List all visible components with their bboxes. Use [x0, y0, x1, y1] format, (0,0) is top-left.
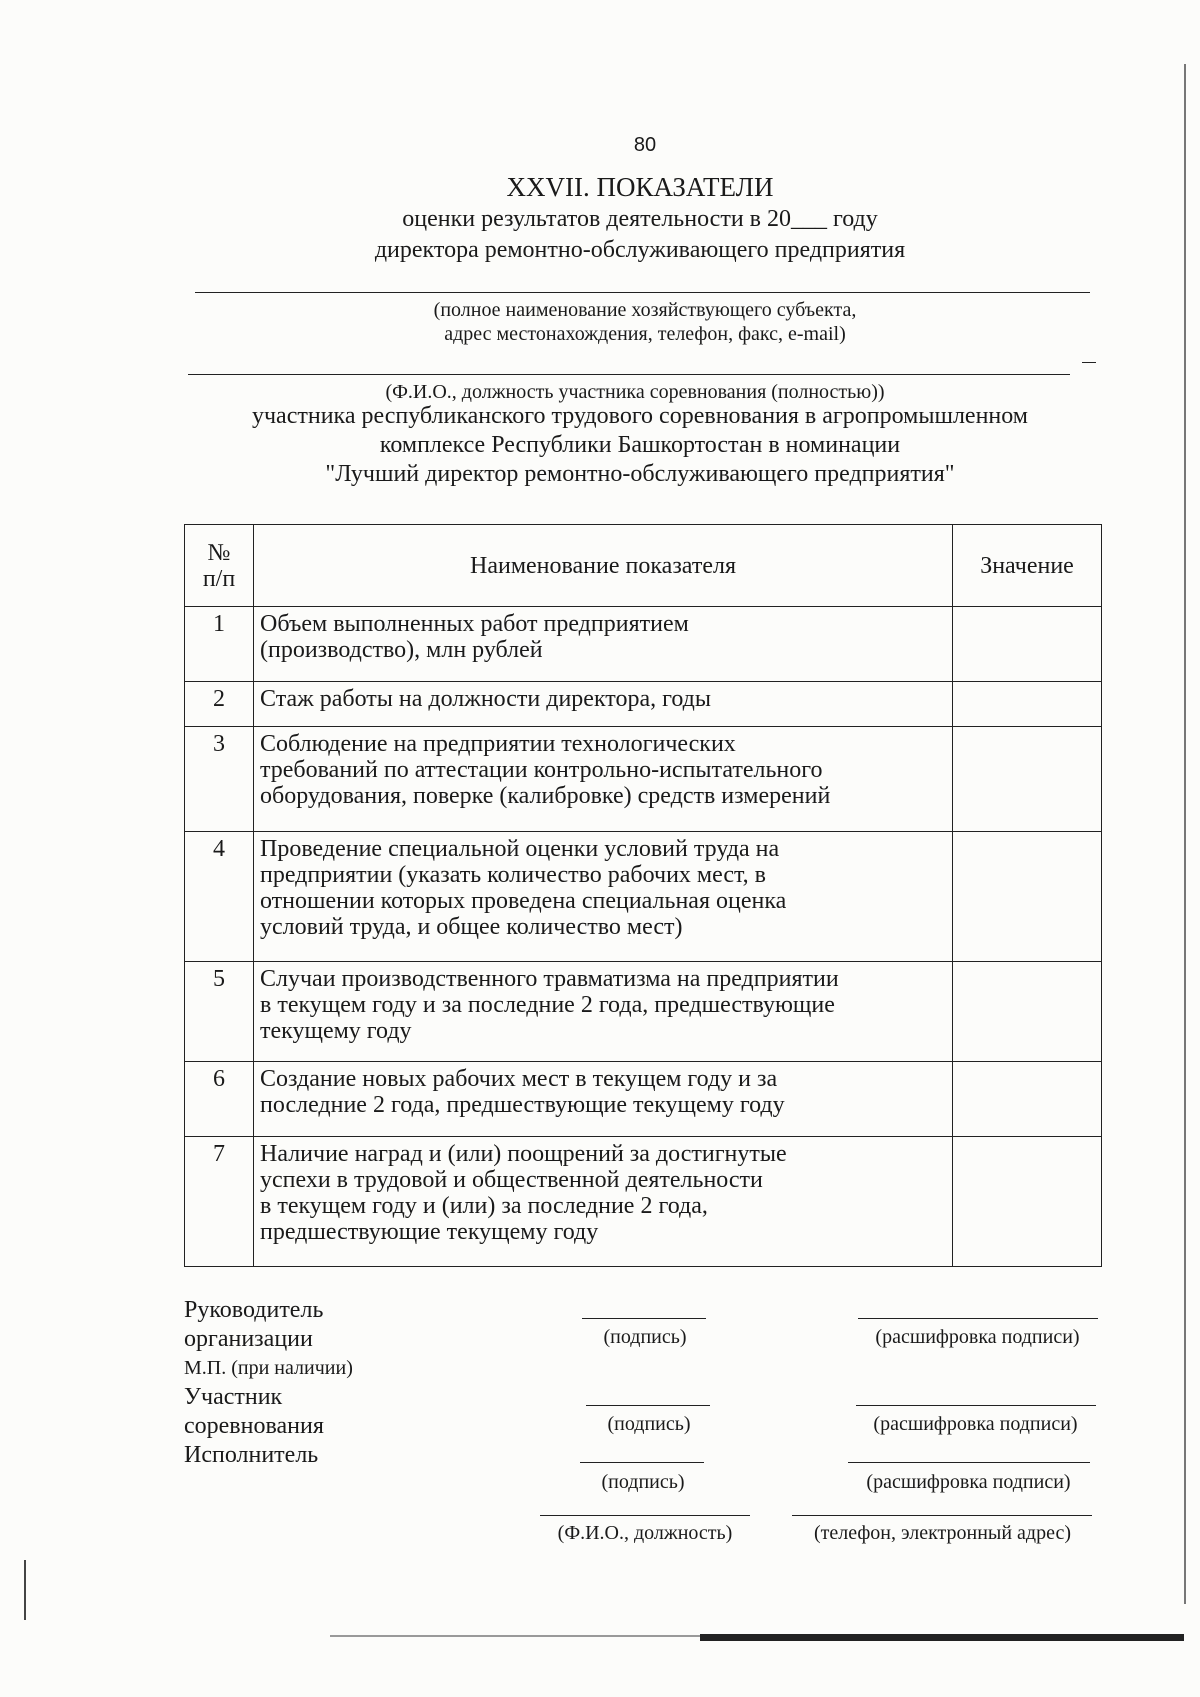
row-value-cell[interactable] [953, 727, 1102, 832]
indicator-text-line: Стаж работы на должности директора, годы [260, 686, 712, 712]
contact-caption: (телефон, электронный адрес) [813, 1522, 1072, 1544]
head-signature-caption: (подпись) [603, 1326, 687, 1348]
person-caption: (Ф.И.О., должность участника соревнования (полностью)) [385, 381, 885, 403]
entity-fill-line [195, 292, 1090, 293]
row-indicator-name [254, 727, 953, 832]
body-line-2: комплексе Республики Башкортостан в номинации [379, 432, 901, 458]
executor-label: Исполнитель [184, 1442, 319, 1468]
header-number-symbol: № [207, 539, 231, 566]
row-indicator-name [254, 1062, 953, 1137]
indicator-text-line: отношении которых проведена специальная оценка [260, 888, 787, 914]
indicator-text-line: Проведение специальной оценки условий труда на [260, 836, 780, 862]
table-row [185, 962, 1102, 1062]
row-number: 2 [185, 682, 254, 727]
scan-edge-left [24, 1560, 26, 1620]
indicator-text-line: Соблюдение на предприятии технологических [260, 731, 736, 757]
entity-caption-line-2: адрес местонахождения, телефон, факс, e-mail) [444, 323, 846, 345]
row-indicator-name [254, 1137, 953, 1267]
subtitle-line-2: директора ремонтно-обслуживающего предприятия [374, 237, 906, 263]
indicator-text-line: требований по аттестации контрольно-испытательного [260, 757, 823, 783]
row-value-cell[interactable] [953, 1137, 1102, 1267]
body-line-1: участника республиканского трудового соревнования в агропромышленном [251, 403, 1028, 429]
indicator-text-line: предприятии (указать количество рабочих мест, в [260, 862, 767, 888]
row-indicator-name [254, 962, 953, 1062]
participant-decoding-caption: (расшифровка подписи) [873, 1413, 1078, 1435]
row-value-cell[interactable] [953, 607, 1102, 682]
body-line-3: "Лучший директор ремонтно-обслуживающего предприятия" [325, 461, 955, 487]
participant-decoding-line [856, 1405, 1096, 1406]
table-row [185, 607, 1102, 682]
contact-line [792, 1515, 1092, 1516]
indicator-text-line: Объем выполненных работ предприятием [260, 611, 689, 637]
participant-signature-caption: (подпись) [607, 1413, 691, 1435]
indicator-text-line: текущему году [260, 1018, 412, 1044]
row-indicator-name [254, 682, 953, 727]
participant-label-line-1: Участник [184, 1384, 283, 1410]
indicator-text-line: оборудования, поверке (калибровке) средств измерений [260, 783, 831, 809]
indicator-text-line: в текущем году и (или) за последние 2 года, [260, 1193, 708, 1219]
indicator-text-line: Создание новых рабочих мест в текущем году и за [260, 1066, 778, 1092]
executor-signature-line [580, 1462, 704, 1463]
row-indicator-name [254, 832, 953, 962]
page-number: 80 [633, 134, 657, 156]
participant-signature-line [586, 1405, 710, 1406]
table-row [185, 727, 1102, 832]
header-number-abbr: п/п [202, 565, 236, 592]
indicator-text-line: Наличие наград и (или) поощрений за достигнутые [260, 1141, 787, 1167]
row-number: 1 [185, 607, 254, 682]
entity-caption-line-1: (полное наименование хозяйствующего субъекта, [433, 299, 857, 321]
table-row [185, 1062, 1102, 1137]
document-title: XXVII. ПОКАЗАТЕЛИ [506, 172, 774, 202]
row-indicator-name [254, 607, 953, 682]
fill-line-dash [1082, 362, 1096, 363]
indicator-text-line: предшествующие текущему году [260, 1219, 599, 1245]
table-row [185, 832, 1102, 962]
head-label-line-1: Руководитель [184, 1297, 324, 1323]
head-decoding-caption: (расшифровка подписи) [875, 1326, 1080, 1348]
indicator-text-line: (производство), млн рублей [260, 637, 543, 663]
fio-line [540, 1515, 750, 1516]
row-value-cell[interactable] [953, 832, 1102, 962]
indicator-text-line: Случаи производственного травматизма на предприятии [260, 966, 839, 992]
row-value-cell[interactable] [953, 962, 1102, 1062]
row-number: 5 [185, 962, 254, 1062]
executor-decoding-line [848, 1462, 1090, 1463]
executor-signature-caption: (подпись) [601, 1471, 685, 1493]
head-signature-line [582, 1318, 706, 1319]
indicator-text-line: условий труда, и общее количество мест) [260, 914, 683, 940]
row-number: 7 [185, 1137, 254, 1267]
indicator-text-line: успехи в трудовой и общественной деятельности [260, 1167, 763, 1193]
row-number: 6 [185, 1062, 254, 1137]
header-indicator-name: Наименование показателя [254, 525, 953, 607]
indicator-text-line: последние 2 года, предшествующие текущему году [260, 1092, 785, 1118]
executor-decoding-caption: (расшифровка подписи) [866, 1471, 1071, 1493]
indicators-table [184, 524, 1102, 1267]
table-header-row [185, 525, 1102, 607]
header-value: Значение [953, 525, 1102, 607]
participant-label-line-2: соревнования [184, 1413, 324, 1439]
scan-edge-right [1184, 64, 1186, 1604]
indicator-text-line: в текущем году и за последние 2 года, предшествующие [260, 992, 835, 1018]
row-value-cell[interactable] [953, 1062, 1102, 1137]
person-fill-line [188, 374, 1070, 375]
head-decoding-line [858, 1318, 1098, 1319]
table-row [185, 682, 1102, 727]
stamp-note: М.П. (при наличии) [184, 1357, 353, 1379]
row-value-cell[interactable] [953, 682, 1102, 727]
scan-bottom-thick-bar [700, 1634, 1184, 1641]
header-number [185, 525, 254, 607]
row-number: 3 [185, 727, 254, 832]
subtitle-line-1: оценки результатов деятельности в 20___ году [402, 206, 878, 232]
head-label-line-2: организации [184, 1326, 313, 1352]
table-row [185, 1137, 1102, 1267]
fio-caption: (Ф.И.О., должность) [557, 1522, 733, 1544]
row-number: 4 [185, 832, 254, 962]
